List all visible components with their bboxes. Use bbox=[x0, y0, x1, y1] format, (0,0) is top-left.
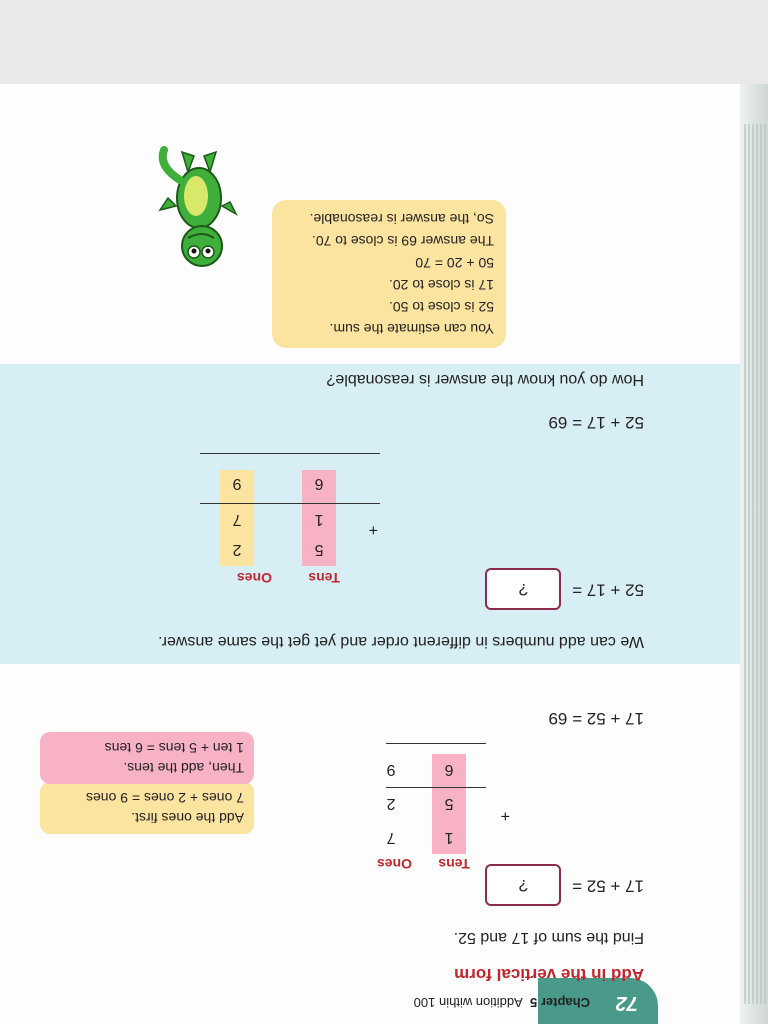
bubble-line-2: 52 is close to 50. bbox=[388, 299, 494, 315]
example2-plus-sign: + bbox=[368, 521, 378, 538]
example2-result-tens: 6 bbox=[314, 475, 324, 492]
example1-equation-text: 17 + 52 = bbox=[572, 876, 644, 896]
bubble-tail bbox=[276, 240, 298, 264]
example1-bottom-ones: 2 bbox=[386, 795, 396, 812]
example1-tens-note bbox=[40, 732, 254, 784]
example1-ones-note bbox=[40, 782, 254, 834]
example2-bottom-line bbox=[200, 453, 380, 454]
estimate-bubble bbox=[272, 200, 506, 348]
example1-top-tens: 1 bbox=[444, 829, 454, 846]
book-spine bbox=[740, 84, 768, 1024]
example1-bottom-tens: 5 bbox=[444, 795, 454, 812]
page-edges bbox=[744, 124, 766, 1004]
example2-equation-text: 52 + 17 = bbox=[572, 580, 644, 600]
example2-bottom-tens: 1 bbox=[314, 511, 324, 528]
tens-note-body: 1 ten + 5 tens = 6 tens bbox=[104, 740, 244, 756]
order-statement: We can add numbers in different order and yet get the same answer. bbox=[158, 633, 644, 650]
bubble-line-4: 50 + 20 = 70 bbox=[415, 255, 494, 271]
chapter-title: Addition within 100 bbox=[413, 995, 523, 1010]
example2-sum-line bbox=[200, 503, 380, 504]
example2-ones-header: Ones bbox=[236, 570, 272, 586]
example2-top-tens: 5 bbox=[314, 541, 324, 558]
reasonable-question: How do you know the answer is reasonable? bbox=[326, 371, 644, 388]
example1-plus-sign: + bbox=[500, 807, 510, 824]
example2-equation bbox=[485, 568, 644, 610]
example2-answer-box[interactable]: ? bbox=[485, 568, 561, 610]
instruction-text: Find the sum of 17 and 52. bbox=[453, 929, 644, 946]
example1-ones-header: Ones bbox=[376, 856, 412, 872]
section-title: Add in the vertical form bbox=[454, 965, 644, 984]
bubble-line-1: You can estimate the sum. bbox=[329, 321, 494, 337]
example1-result-ones: 9 bbox=[386, 761, 396, 778]
example2-result-ones: 9 bbox=[232, 475, 242, 492]
dinosaur-mascot-icon bbox=[154, 146, 244, 276]
ones-note-title: Add the ones first. bbox=[131, 810, 244, 826]
tens-note-title: Then, add the tens. bbox=[123, 760, 244, 776]
example1-sum-line bbox=[386, 787, 486, 788]
example1-result-tens: 6 bbox=[444, 761, 454, 778]
example2-result-equation: 52 + 17 = 69 bbox=[548, 413, 644, 432]
example2-top-ones: 2 bbox=[232, 541, 242, 558]
chapter-label: Chapter 5 bbox=[530, 995, 590, 1010]
bubble-line-6: So, the answer is reasonable. bbox=[309, 211, 494, 227]
chapter-header bbox=[414, 995, 590, 1010]
bubble-line-3: 17 is close to 20. bbox=[388, 277, 494, 293]
example1-top-ones: 7 bbox=[386, 829, 396, 846]
bubble-line-5: The answer 69 is close to 70. bbox=[311, 233, 494, 249]
example1-result-equation: 17 + 52 = 69 bbox=[548, 709, 644, 728]
commutative-band bbox=[0, 364, 740, 664]
example1-answer-box[interactable]: ? bbox=[485, 864, 561, 906]
example1-bottom-line bbox=[386, 743, 486, 744]
page-number: 72 bbox=[615, 992, 638, 1014]
ones-note-body: 7 ones + 2 ones = 9 ones bbox=[85, 790, 244, 806]
example2-bottom-ones: 7 bbox=[232, 511, 242, 528]
example2-tens-header: Tens bbox=[308, 570, 340, 586]
example1-tens-header: Tens bbox=[438, 856, 470, 872]
example1-equation bbox=[485, 864, 644, 906]
